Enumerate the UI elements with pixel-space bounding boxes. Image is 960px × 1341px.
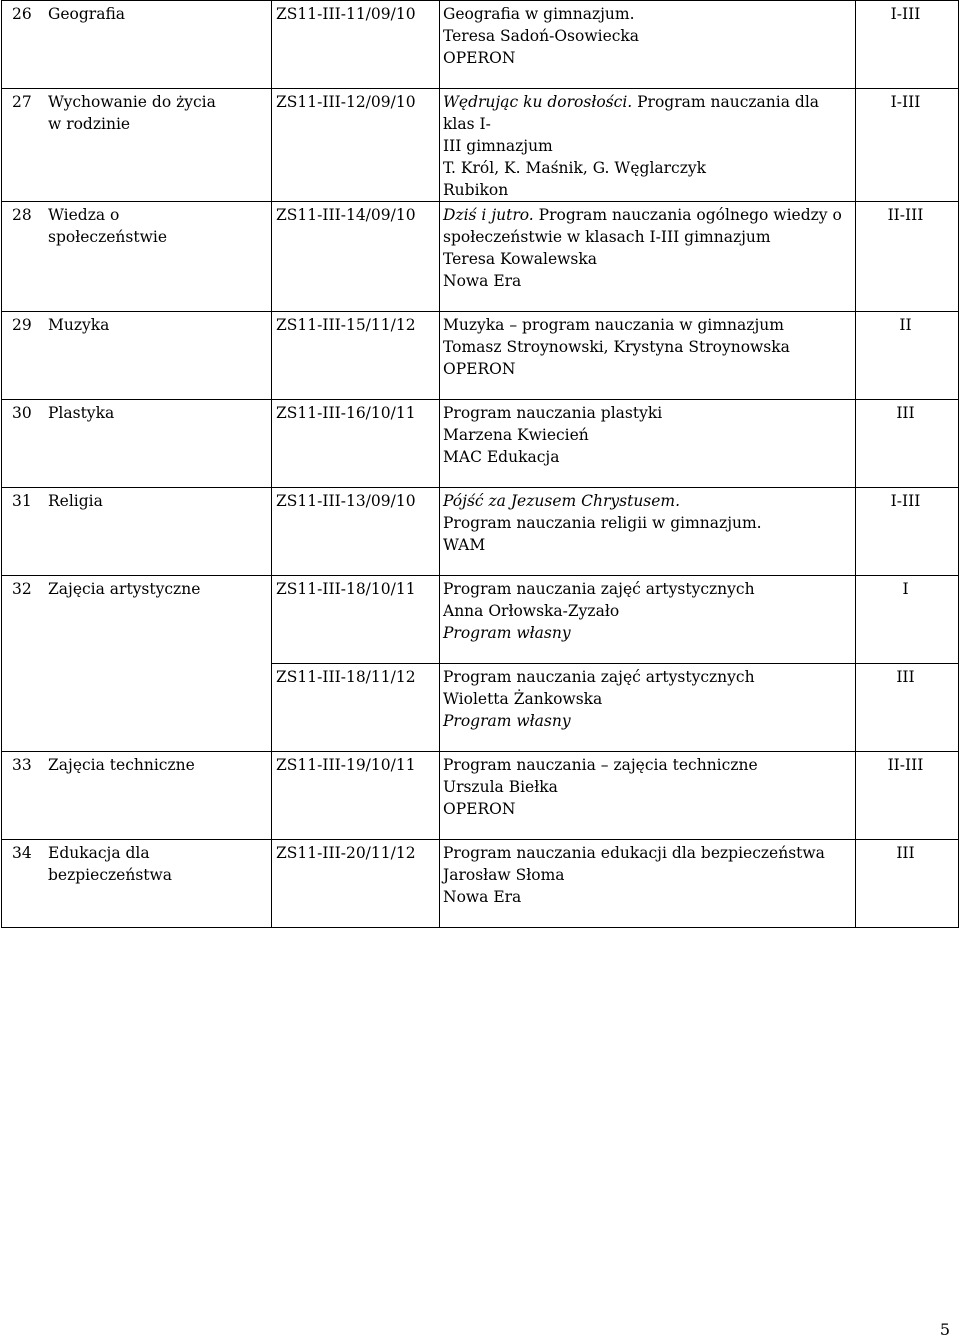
description-line — [443, 226, 852, 248]
description-line — [443, 710, 852, 732]
description-line — [443, 578, 852, 600]
description-line — [443, 157, 852, 179]
program-description-cell — [440, 202, 856, 312]
row-number: 29 — [12, 316, 32, 334]
description-text: Anna Orłowska-Zyzało — [443, 602, 620, 620]
subject-cell — [2, 488, 272, 576]
subject-name — [48, 578, 200, 600]
class-range: II-III — [887, 756, 924, 774]
subject-cell — [2, 312, 272, 400]
description-line — [443, 135, 852, 157]
table-row — [2, 488, 959, 576]
description-line — [443, 248, 852, 270]
program-code: ZS11-III-19/10/11 — [276, 756, 416, 774]
row-number: 34 — [12, 844, 32, 862]
description-text: Program własny — [443, 624, 571, 642]
program-code-cell — [272, 312, 440, 400]
row-number: 31 — [12, 492, 32, 510]
program-code-cell — [272, 488, 440, 576]
program-description-cell — [440, 1, 856, 89]
classes-cell — [856, 400, 959, 488]
class-range: III — [896, 668, 915, 686]
description-text: Jarosław Słoma — [443, 866, 565, 884]
description-line — [443, 864, 852, 886]
subject-line: Plastyka — [48, 404, 115, 422]
description-text: Urszula Biełka — [443, 778, 558, 796]
description-line — [443, 842, 852, 864]
subject-name — [48, 204, 167, 248]
row-number: 33 — [12, 756, 32, 774]
description-text: Pójść za Jezusem Chrystusem. — [443, 492, 681, 510]
description-text: Muzyka – program nauczania w gimnazjum — [443, 316, 784, 334]
row-number: 27 — [12, 93, 32, 111]
description-text: Program nauczania – zajęcia techniczne — [443, 756, 758, 774]
program-description-cell — [440, 576, 856, 664]
description-text: Program nauczania plastyki — [443, 404, 663, 422]
program-description-cell — [440, 840, 856, 928]
description-line — [443, 622, 852, 644]
program-code: ZS11-III-13/09/10 — [276, 492, 416, 510]
description-text: Tomasz Stroynowski, Krystyna Stroynowska — [443, 338, 790, 356]
subject-line: Geografia — [48, 5, 126, 23]
description-text: Program nauczania zajęć artystycznych — [443, 668, 755, 686]
subject-name — [48, 91, 216, 135]
class-range: I — [902, 580, 909, 598]
description-text: Program nauczania zajęć artystycznych — [443, 580, 755, 598]
subject-name — [48, 314, 109, 336]
program-description-cell — [440, 89, 856, 202]
class-range: III — [896, 404, 915, 422]
program-code-cell — [272, 840, 440, 928]
program-description-cell — [440, 488, 856, 576]
classes-cell — [856, 89, 959, 202]
program-code: ZS11-III-16/10/11 — [276, 404, 416, 422]
description-text: III gimnazjum — [443, 137, 553, 155]
class-range: I-III — [890, 93, 921, 111]
description-text: Program nauczania religii w gimnazjum. — [443, 514, 762, 532]
subject-line: społeczeństwie — [48, 228, 167, 246]
description-text-rest: Program nauczania dla klas I- — [443, 93, 820, 133]
description-text: Wędrując ku dorosłości. — [443, 93, 633, 111]
subject-line: Religia — [48, 492, 103, 510]
description-line — [443, 424, 852, 446]
description-text: WAM — [443, 536, 486, 554]
description-line — [443, 336, 852, 358]
program-table — [1, 0, 959, 928]
subject-name — [48, 402, 114, 424]
description-line — [443, 402, 852, 424]
classes-cell — [856, 202, 959, 312]
description-text: OPERON — [443, 360, 516, 378]
table-row — [2, 576, 959, 664]
classes-cell — [856, 664, 959, 752]
description-line — [443, 534, 852, 556]
program-code: ZS11-III-20/11/12 — [276, 844, 416, 862]
table-row — [2, 400, 959, 488]
subject-line: bezpieczeństwa — [48, 866, 173, 884]
classes-cell — [856, 576, 959, 664]
program-description-cell — [440, 312, 856, 400]
class-range: I-III — [890, 492, 921, 510]
table-row — [2, 1, 959, 89]
subject-line: Zajęcia techniczne — [48, 756, 195, 774]
description-text: społeczeństwie w klasach I-III gimnazjum — [443, 228, 771, 246]
description-line — [443, 270, 852, 292]
description-line — [443, 490, 852, 512]
description-line — [443, 91, 852, 135]
program-code: ZS11-III-11/09/10 — [276, 5, 416, 23]
description-line — [443, 358, 852, 380]
program-description-cell — [440, 664, 856, 752]
subject-cell — [2, 576, 272, 752]
description-line — [443, 688, 852, 710]
description-line — [443, 600, 852, 622]
classes-cell — [856, 312, 959, 400]
description-line — [443, 754, 852, 776]
classes-cell — [856, 1, 959, 89]
subject-line: Zajęcia artystyczne — [48, 580, 201, 598]
description-text: Wioletta Żankowska — [443, 690, 603, 708]
program-code-cell — [272, 664, 440, 752]
description-line — [443, 204, 852, 226]
program-code: ZS11-III-12/09/10 — [276, 93, 416, 111]
description-text: Program nauczania edukacji dla bezpieczeństwa — [443, 844, 825, 862]
row-number: 30 — [12, 404, 32, 422]
table-row — [2, 840, 959, 928]
subject-line: w rodzinie — [48, 115, 131, 133]
program-code-cell — [272, 202, 440, 312]
page-number: 5 — [939, 1320, 950, 1339]
subject-cell — [2, 752, 272, 840]
class-range: I-III — [890, 5, 921, 23]
description-line — [443, 179, 852, 201]
program-code: ZS11-III-14/09/10 — [276, 206, 416, 224]
description-text: Geografia w gimnazjum. — [443, 5, 635, 23]
classes-cell — [856, 488, 959, 576]
description-text: Teresa Sadoń-Osowiecka — [443, 27, 640, 45]
description-line — [443, 25, 852, 47]
program-description-cell — [440, 752, 856, 840]
description-text: Rubikon — [443, 181, 509, 199]
classes-cell — [856, 840, 959, 928]
class-range: III — [896, 844, 915, 862]
table-row — [2, 752, 959, 840]
table-row — [2, 89, 959, 202]
row-number: 28 — [12, 206, 32, 224]
description-line — [443, 776, 852, 798]
program-code-cell — [272, 752, 440, 840]
program-code-cell — [272, 1, 440, 89]
subject-line: Wychowanie do życia — [48, 93, 216, 111]
row-number: 32 — [12, 580, 32, 598]
description-line — [443, 798, 852, 820]
subject-cell — [2, 1, 272, 89]
description-text: T. Król, K. Maśnik, G. Węglarczyk — [443, 159, 707, 177]
description-text: Nowa Era — [443, 272, 522, 290]
table-row — [2, 202, 959, 312]
program-code: ZS11-III-18/10/11 — [276, 580, 416, 598]
description-text-rest: Program nauczania ogólnego wiedzy o — [533, 206, 842, 224]
description-line — [443, 3, 852, 25]
description-line — [443, 47, 852, 69]
program-code-cell — [272, 89, 440, 202]
description-line — [443, 314, 852, 336]
description-line — [443, 446, 852, 468]
description-text: MAC Edukacja — [443, 448, 560, 466]
description-text: Program własny — [443, 712, 571, 730]
description-line — [443, 512, 852, 534]
subject-cell — [2, 89, 272, 202]
table-row — [2, 312, 959, 400]
subject-cell — [2, 202, 272, 312]
description-text: Marzena Kwiecień — [443, 426, 589, 444]
class-range: II-III — [887, 206, 924, 224]
subject-cell — [2, 400, 272, 488]
description-text: OPERON — [443, 800, 516, 818]
description-text: Teresa Kowalewska — [443, 250, 598, 268]
subject-line: Wiedza o — [48, 206, 120, 224]
classes-cell — [856, 752, 959, 840]
description-line — [443, 666, 852, 688]
program-code-cell — [272, 400, 440, 488]
subject-line: Muzyka — [48, 316, 110, 334]
program-table-body — [2, 1, 959, 928]
class-range: II — [899, 316, 912, 334]
description-text: Dziś i jutro. — [443, 206, 534, 224]
program-code-cell — [272, 576, 440, 664]
subject-name — [48, 490, 103, 512]
subject-name — [48, 842, 172, 886]
subject-line: Edukacja dla — [48, 844, 150, 862]
program-code: ZS11-III-15/11/12 — [276, 316, 416, 334]
row-number: 26 — [12, 5, 32, 23]
subject-name — [48, 754, 195, 776]
description-text: Nowa Era — [443, 888, 522, 906]
program-description-cell — [440, 400, 856, 488]
description-line — [443, 886, 852, 908]
subject-cell — [2, 840, 272, 928]
subject-name — [48, 3, 125, 25]
description-text: OPERON — [443, 49, 516, 67]
program-code: ZS11-III-18/11/12 — [276, 668, 416, 686]
